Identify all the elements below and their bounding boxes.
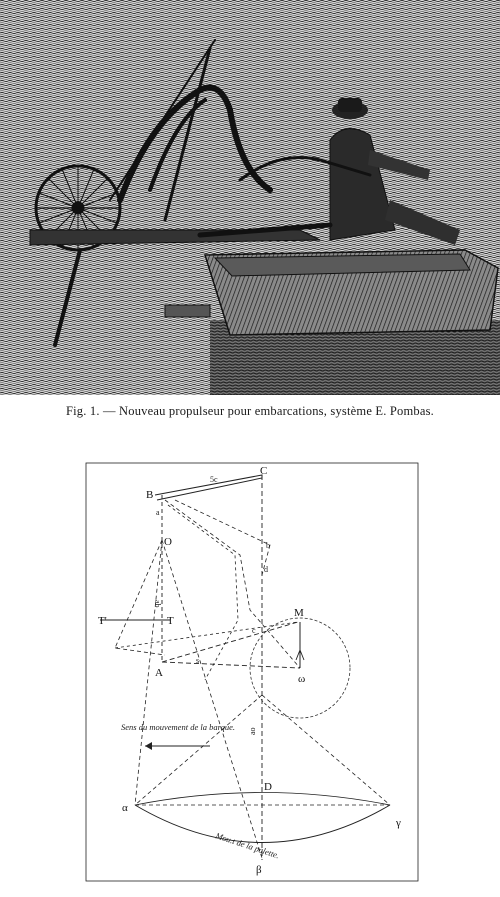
fan-right (262, 695, 390, 805)
label-b: B (146, 489, 154, 501)
label-c: C (260, 465, 268, 477)
annotation-direction: Sens du mouvement de la barque. (121, 722, 235, 732)
mark-d: d (264, 565, 268, 574)
mark-bc: 5c (210, 475, 218, 484)
direction-arrow-head (145, 742, 152, 750)
label-o: O (164, 536, 172, 548)
label-t: T (167, 615, 174, 627)
paddle-arc (135, 805, 390, 843)
diagram-frame (86, 463, 418, 881)
label-a: A (155, 667, 163, 679)
fan-right-2 (135, 695, 262, 805)
label-beta: β (256, 864, 262, 876)
link-bc (155, 475, 262, 500)
lever-left-position (115, 540, 165, 655)
mark-c: c (252, 626, 256, 635)
lever-middle-position (165, 500, 300, 668)
mechanism-diagram (0, 430, 500, 897)
mark-b: b (266, 541, 270, 550)
engraving-boat-propeller (0, 0, 500, 395)
mark-a: a (156, 508, 160, 517)
mark-ab: ab (153, 600, 162, 608)
fan-mid (162, 540, 262, 858)
label-d: D (264, 781, 272, 793)
label-gamma: γ (396, 817, 401, 829)
label-alpha: α (122, 802, 128, 814)
mark-s: s (196, 656, 200, 665)
paddle-chord (135, 793, 390, 806)
line-t-m (115, 622, 298, 648)
figure-caption: Fig. 1. — Nouveau propulseur pour embarcations, système E. Pombas. (65, 404, 434, 418)
label-omega: ω (298, 673, 306, 685)
mark-ao: ao (248, 727, 257, 735)
label-m: M (294, 607, 304, 619)
line-a-omega (162, 662, 300, 668)
lever-alt-position (168, 505, 238, 680)
annotation-paddle-motion: Mou.t de la palette. (214, 830, 281, 861)
lever-right-position (175, 500, 270, 575)
label-t-prime: T' (98, 615, 107, 627)
